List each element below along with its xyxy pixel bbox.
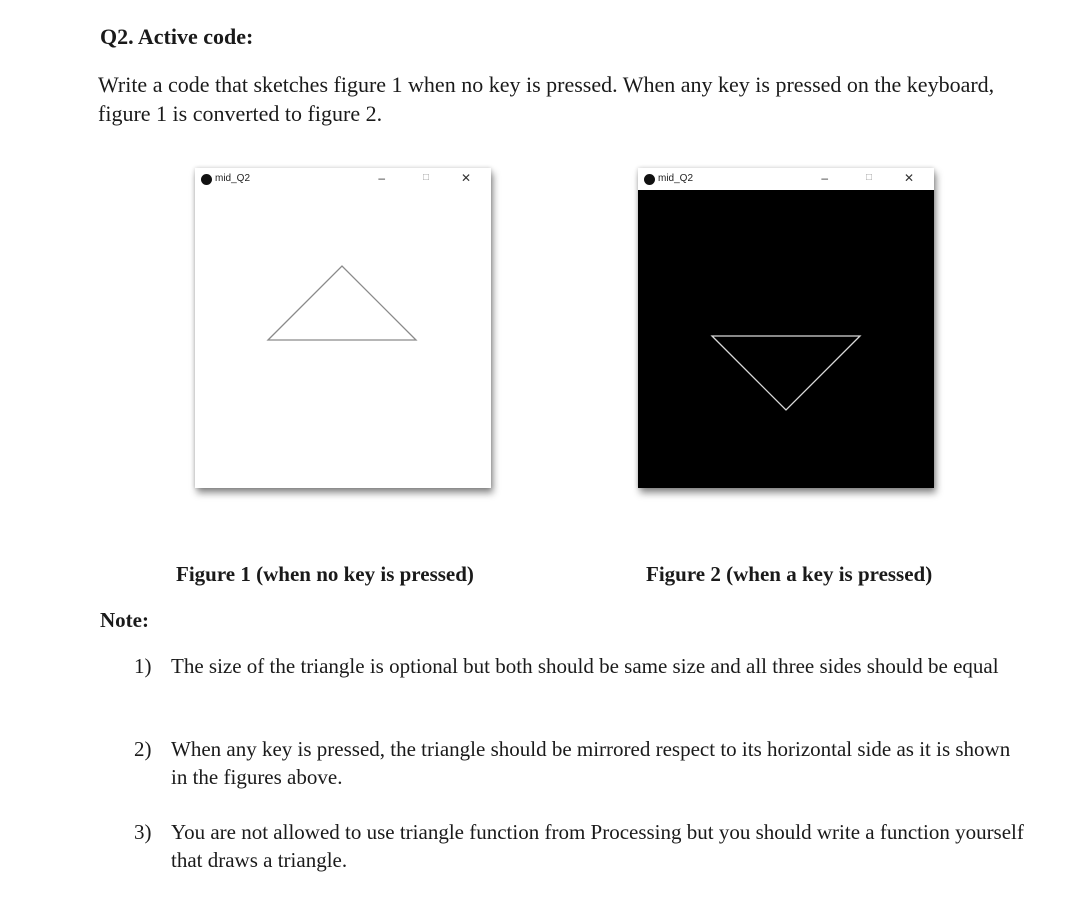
minimize-icon: – bbox=[821, 171, 828, 185]
processing-app-icon bbox=[644, 174, 655, 185]
note-number: 1) bbox=[134, 654, 152, 678]
note-number: 2) bbox=[134, 737, 152, 761]
figure-2-titlebar bbox=[638, 168, 934, 190]
close-icon: ✕ bbox=[460, 171, 471, 185]
note-number: 3) bbox=[134, 820, 152, 844]
figure-1-titlebar bbox=[195, 168, 491, 190]
maximize-icon: □ bbox=[422, 172, 429, 183]
note-text: When any key is pressed, the triangle should be mirrored respect to its horizontal side as it is shown in the figures above. bbox=[171, 737, 1011, 789]
figure-2-drawing bbox=[638, 190, 934, 488]
note-text: The size of the triangle is optional but both should be same size and all three sides should be equal bbox=[171, 654, 999, 678]
figure-1-window-title: mid_Q2 bbox=[215, 173, 251, 184]
figure-2-canvas bbox=[638, 190, 934, 488]
figure-2-window bbox=[638, 168, 934, 488]
close-icon: ✕ bbox=[903, 171, 914, 185]
note-label: Note: bbox=[100, 608, 149, 632]
maximize-icon: □ bbox=[865, 172, 872, 183]
figure-1-window bbox=[195, 168, 491, 488]
figure-2-window-title: mid_Q2 bbox=[658, 173, 694, 184]
question-intro: Write a code that sketches figure 1 when no key is pressed. When any key is pressed on the keyboard, figure 1 is converted to figure 2. bbox=[98, 72, 995, 126]
figure-1-canvas bbox=[195, 190, 491, 488]
question-heading: Q2. Active code: bbox=[100, 24, 254, 49]
note-text: You are not allowed to use triangle function from Processing but you should write a function yourself that draws a triangle. bbox=[171, 820, 1024, 872]
figure-1-drawing bbox=[195, 190, 491, 488]
figure-1-caption: Figure 1 (when no key is pressed) bbox=[176, 562, 474, 586]
figure-2-caption: Figure 2 (when a key is pressed) bbox=[646, 562, 933, 586]
processing-app-icon bbox=[201, 174, 212, 185]
minimize-icon: – bbox=[378, 171, 385, 185]
figure-1-background bbox=[195, 190, 491, 488]
figure-2-background bbox=[638, 190, 934, 488]
